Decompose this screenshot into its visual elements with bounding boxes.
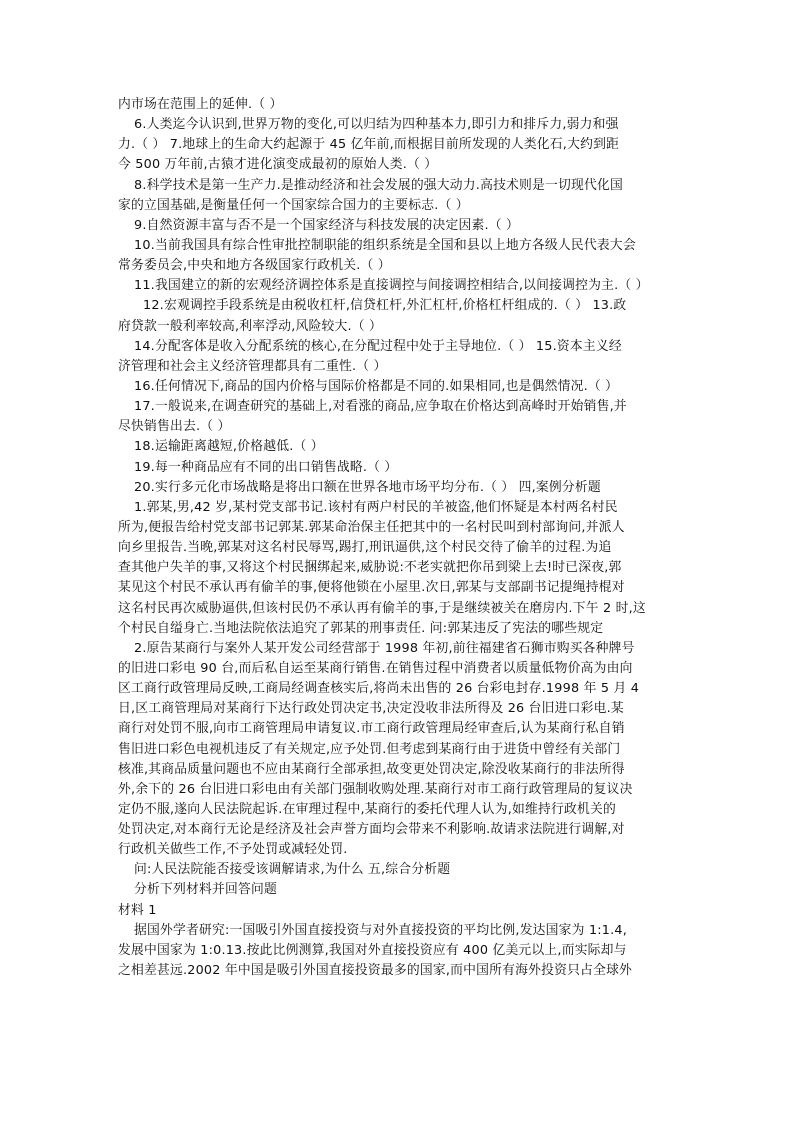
text-line: 的旧进口彩电 90 台,而后私自运至某商行销售.在销售过程中消费者以质量低物价高为由向 [118, 660, 633, 676]
text-line: 今 500 万年前,古猿才进化演变成最初的原始人类.（ ） [118, 157, 438, 173]
text-line: 向乡里报告.当晚,郭某对这名村民辱骂,踢打,刑讯逼供,这个村民交待了偷羊的过程.为追 [118, 540, 612, 556]
text-line: 力.（ ） 7.地球上的生命大约起源于 45 亿年前,而根据目前所发现的人类化石,大约到距 [118, 137, 620, 153]
text-line: 济管理和社会主义经济管理都具有二重性.（ ） [118, 358, 387, 374]
text-line: 家的立国基础,是衡量任何一个国家综合国力的主要标志.（ ） [118, 197, 469, 213]
text-line: 常务委员会,中央和地方各级国家行政机关.（ ） [118, 258, 391, 274]
text-line: 核准,其商品质量问题也不应由某商行全部承担,故变更处罚决定,除没收某商行的非法所得 [118, 761, 625, 777]
text-line: 府贷款一般利率较高,利率浮动,风险较大.（ ） [118, 318, 383, 334]
text-line: 处罚决定,对本商行无论是经济及社会声誉方面均会带来不利影响.故请求法院进行调解,对 [118, 822, 625, 838]
text-line: 所为,便报告给村党支部书记郭某.郭某命治保主任把其中的一名村民叫到村部询问,并派人 [118, 519, 625, 535]
text-line: 尽快销售出去.（ ） [118, 419, 231, 435]
text-line: 之相差甚远.2002 年中国是吸引外国直接投资最多的国家,而中国所有海外投资只占全球外 [118, 963, 633, 979]
text-line: 发展中国家为 1:0.13.按此比例测算,我国对外直接投资应有 400 亿美元以上,而实际却与 [118, 942, 627, 958]
text-line: 内市场在范围上的延伸.（ ） [118, 97, 283, 112]
section-instruction: 分析下列材料并回答问题 [134, 882, 277, 898]
text-line: 这名村民再次威胁逼供,但该村民仍不承认再有偷羊的事,于是继续被关在磨房内.下午 2 时,这 [118, 600, 646, 616]
text-line: 定仍不服,遂向人民法院起诉.在审理过程中,某商行的委托代理人认为,如维持行政机关的 [118, 801, 616, 817]
case-1: 1.郭某,男,42 岁,某村党支部书记.该村有两户村民的羊被盗,他们怀疑是本村两名村民 [134, 499, 618, 515]
question-10: 10.当前我国具有综合性审批控制职能的组织系统是全国和县以上地方各级人民代表大会 [134, 237, 636, 253]
question-19: 19.每一种商品应有不同的出口销售战略.（ ） [134, 459, 398, 475]
text-line: 某见这个村民不承认再有偷羊的事,便将他锁在小屋里.次日,郭某与支部副书记提绳持棍对 [118, 580, 625, 596]
question-9: 9.自然资源丰富与否不是一个国家经济与科技发展的决定因素.（ ） [134, 217, 520, 233]
text-line: 区工商行政管理局反映,工商局经调查核实后,将尚未出售的 26 台彩电封存.1998 年 5 月 4 [118, 681, 640, 697]
question-11: 11.我国建立的新的宏观经济调控体系是直接调控与间接调控相结合,以间接调控为主.（ ） [134, 278, 649, 294]
material-1-text: 据国外学者研究:一国吸引外国直接投资与对外直接投资的平均比例,发达国家为 1:1.4, [134, 922, 628, 938]
question-20: 20.实行多元化市场战略是将出口额在世界各地市场平均分布.（ ） 四,案例分析题 [134, 479, 601, 495]
text-line: 日,区工商管理局对某商行下达行政处罚决定书,决定没收非法所得及 26 台旧进口彩电.某 [118, 701, 624, 717]
text-line: 外,余下的 26 台旧进口彩电由有关部门强制收购处理.某商行对市工商行政管理局的复议决 [118, 781, 633, 797]
question-8: 8.科学技术是第一生产力.是推动经济和社会发展的强大动力.高技术则是一切现代化国 [134, 177, 624, 193]
text-line: 个村民自缢身亡.当地法院依法追究了郭某的刑事责任. 问:郭某违反了宪法的哪些规定 [118, 620, 604, 636]
text-line: 行政机关做些工作,不予处罚或减轻处罚. [118, 842, 348, 858]
text-line: 商行对处罚不服,向市工商管理局申请复议.市工商行政管理局经审查后,认为某商行私自销 [118, 721, 625, 737]
question-18: 18.运输距离越短,价格越低.（ ） [134, 439, 324, 455]
material-heading: 材料 1 [118, 902, 157, 918]
question-16: 16.任何情况下,商品的国内价格与国际价格都是不同的.如果相同,也是偶然情况.（ ） [134, 378, 619, 394]
document-body [118, 95, 683, 981]
case-2: 2.原告某商行与案外人某开发公司经营部于 1998 年初,前往福建省石狮市购买各种牌号 [134, 640, 635, 656]
question-6: 6.人类迄今认识到,世界万物的变化,可以归结为四种基本力,即引力和排斥力,弱力和强 [134, 117, 619, 133]
question-14: 14.分配客体是收入分配系统的核心,在分配过程中处于主导地位.（ ） 15.资本主义经 [134, 338, 622, 354]
question-17: 17.一般说来,在调查研究的基础上,对看涨的商品,应争取在价格达到高峰时开始销售,并 [134, 399, 627, 415]
text-line: 售旧进口彩色电视机违反了有关规定,应予处罚.但考虑到某商行由于进货中曾经有关部门 [118, 741, 621, 757]
case-2-question: 问:人民法院能否接受该调解请求,为什么 五,综合分析题 [134, 862, 451, 878]
text-line: 查其他户失羊的事,又将这个村民捆绑起来,威胁说:不老实就把你吊到梁上去!时已深夜,郭 [118, 560, 622, 576]
question-12: 12.宏观调控手段系统是由税收杠杆,信贷杠杆,外汇杠杆,价格杠杆组成的.（ ） 13.政 [143, 298, 627, 314]
